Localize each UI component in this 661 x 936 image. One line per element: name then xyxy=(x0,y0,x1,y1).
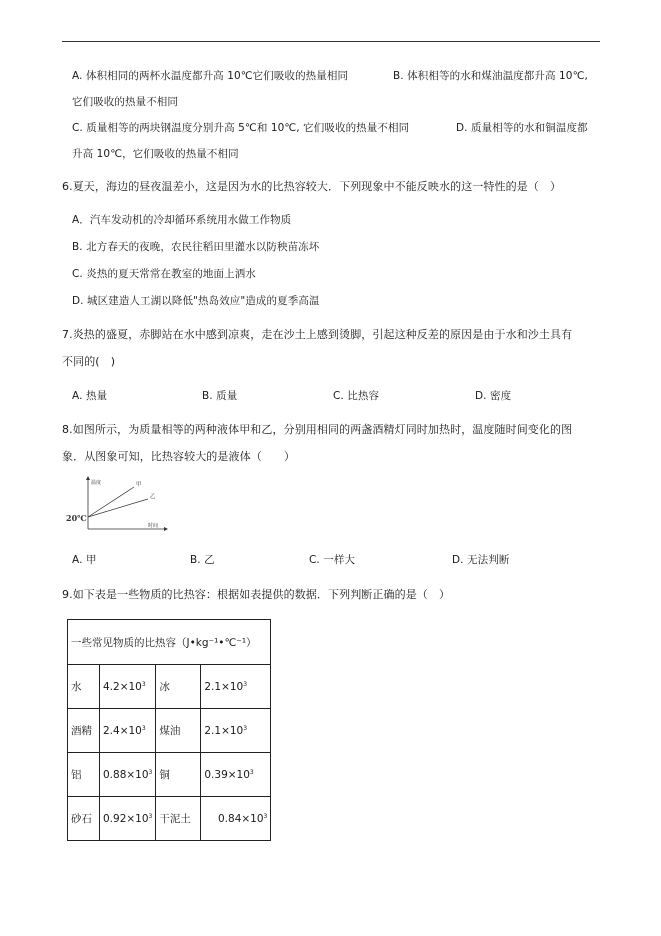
q7-option-c[interactable]: C. 比热容 xyxy=(333,390,380,402)
table-cell: 冰 xyxy=(156,665,201,709)
table-cell: $0.84\times 10^3$ xyxy=(201,797,271,841)
table-cell: 铜 xyxy=(156,753,201,797)
specific-heat-table xyxy=(67,619,271,841)
q8-option-c[interactable]: C. 一样大 xyxy=(309,554,356,566)
q5-option-b[interactable]: B. 体积相等的水和煤油温度都升高 10℃, xyxy=(393,70,588,82)
graph-line-jia xyxy=(88,487,134,517)
table-row xyxy=(68,753,271,797)
q9-stem: 9.如下表是一些物质的比热容：根据如表提供的数据．下列判断正确的是（ ） xyxy=(62,588,451,601)
table-row xyxy=(68,665,271,709)
table-cell: 干泥土 xyxy=(156,797,201,841)
q6-option-d[interactable]: D. 城区建造人工湖以降低"热岛效应"造成的夏季高温 xyxy=(72,295,320,307)
table-cell: $2.4\times 10^3$ xyxy=(100,709,156,753)
temperature-time-graph xyxy=(66,475,176,535)
q7-stem-line1: 7.炎热的盛夏，赤脚站在水中感到凉爽，走在沙土上感到烫脚，引起这种反差的原因是由于水和沙土具有 xyxy=(62,328,573,341)
q7-stem-line2: 不同的( ) xyxy=(62,355,116,368)
table-cell: 铝 xyxy=(68,753,100,797)
q5-option-d-cont: 升高 10℃，它们吸收的热量不相同 xyxy=(72,148,239,160)
header-rule xyxy=(62,41,600,42)
table-header: 一些常见物质的比热容（J•kg⁻¹•℃⁻¹） xyxy=(68,620,271,665)
table-cell: 水 xyxy=(68,665,100,709)
table-row xyxy=(68,797,271,841)
table-cell: $2.1\times 10^3$ xyxy=(201,665,271,709)
q7-option-d[interactable]: D. 密度 xyxy=(475,390,512,402)
q8-option-a[interactable]: A. 甲 xyxy=(72,554,97,566)
graph-y-arrow xyxy=(86,476,90,480)
q5-option-b-cont: 它们吸收的热量不相同 xyxy=(72,96,178,108)
graph-line-yi-label: 乙 xyxy=(150,494,156,500)
table-cell: 酒精 xyxy=(68,709,100,753)
table-cell: $0.92\times 10^3$ xyxy=(100,797,156,841)
q8-option-d[interactable]: D. 无法判断 xyxy=(452,554,510,566)
graph-x-label: 时间 xyxy=(148,523,159,529)
q6-option-c[interactable]: C. 炎热的夏天常常在教室的地面上洒水 xyxy=(72,268,256,280)
table-row xyxy=(68,709,271,753)
table-cell: 煤油 xyxy=(156,709,201,753)
table-cell: $0.88\times 10^3$ xyxy=(100,753,156,797)
table-cell: $4.2\times 10^3$ xyxy=(100,665,156,709)
graph-y-label: 温度 xyxy=(91,480,102,486)
q6-stem: 6.夏天，海边的昼夜温差小，这是因为水的比热容较大．下列现象中不能反映水的这一特性的是（ ） xyxy=(62,180,562,193)
graph-line-jia-label: 甲 xyxy=(136,482,142,488)
graph-x-arrow xyxy=(164,527,168,531)
q7-option-a[interactable]: A. 热量 xyxy=(72,390,108,402)
q6-option-b[interactable]: B. 北方春天的夜晚，农民往稻田里灌水以防秧苗冻坏 xyxy=(72,241,320,253)
q7-option-b[interactable]: B. 质量 xyxy=(202,390,238,402)
table-cell: 砂石 xyxy=(68,797,100,841)
table-cell: $2.1\times 10^3$ xyxy=(201,709,271,753)
q8-option-b[interactable]: B. 乙 xyxy=(190,554,215,566)
q5-option-c[interactable]: C. 质量相等的两块钢温度分别升高 5℃和 10℃, 它们吸收的热量不相同 xyxy=(72,122,410,134)
q8-stem-line2: 象．从图象可知，比热容较大的是液体（ ） xyxy=(62,450,296,463)
q5-option-d[interactable]: D. 质量相等的水和铜温度都 xyxy=(456,122,588,134)
table-cell: $0.39\times 10^3$ xyxy=(201,753,271,797)
q6-option-a[interactable]: A．汽车发动机的冷却循环系统用水做工作物质 xyxy=(72,214,292,226)
q8-stem-line1: 8.如图所示，为质量相等的两种液体甲和乙，分别用相同的两盏酒精灯同时加热时，温度随时间变化的图 xyxy=(62,423,573,436)
q5-option-a[interactable]: A. 体积相同的两杯水温度都升高 10℃它们吸收的热量相同 xyxy=(72,70,349,82)
graph-line-yi xyxy=(88,499,148,517)
graph-start-label: 20℃ xyxy=(66,513,87,523)
